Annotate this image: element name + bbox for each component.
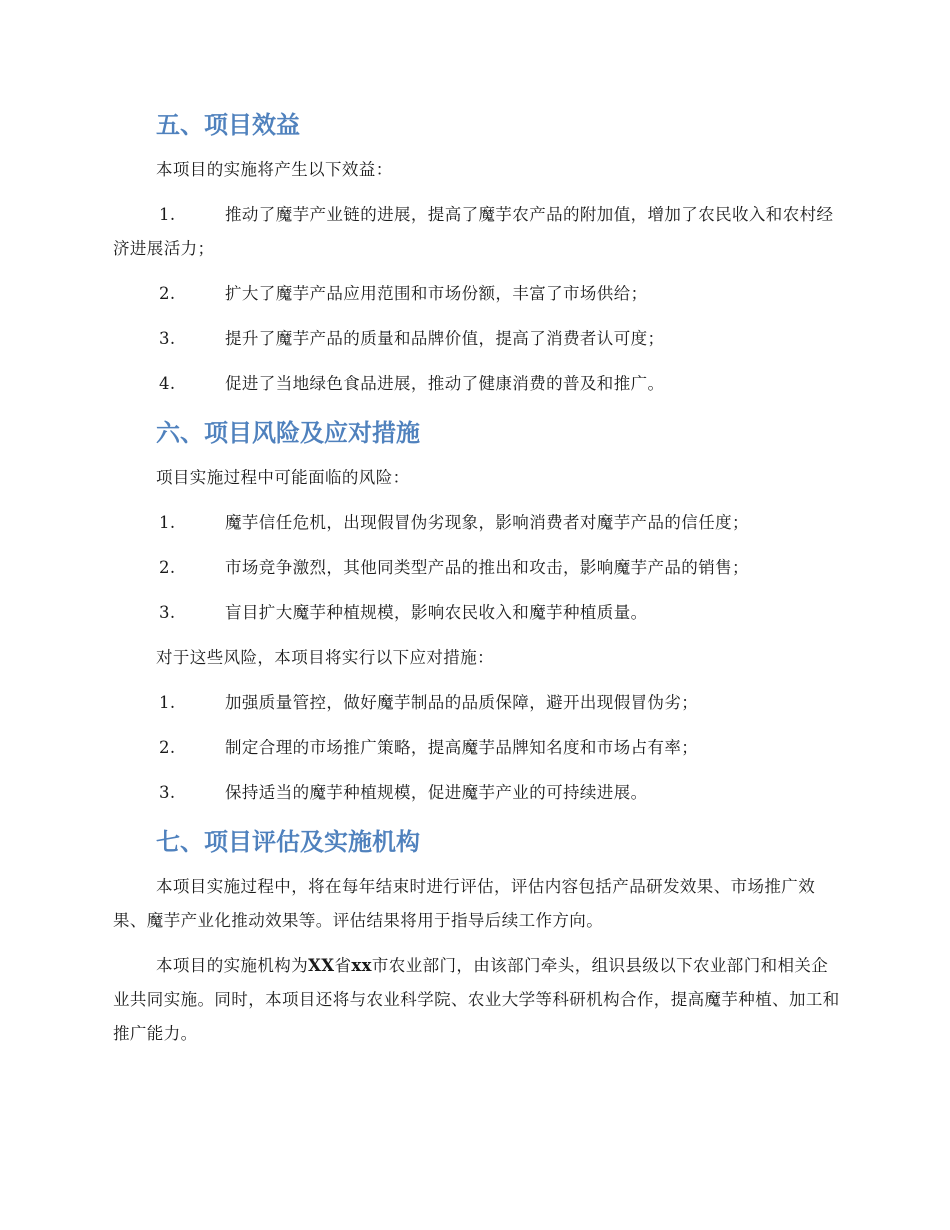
paragraph-text: 省 bbox=[334, 956, 352, 975]
list-item-number: 3. bbox=[159, 329, 176, 348]
list-item-number: 2. bbox=[159, 558, 176, 577]
list-item bbox=[113, 198, 840, 266]
list-item-number: 2. bbox=[159, 284, 176, 303]
list-item-text: 魔芋信任危机，出现假冒伪劣现象，影响消费者对魔芋产品的信任度； bbox=[225, 513, 749, 532]
list-item-text: 推动了魔芋产业链的进展，提高了魔芋农产品的附加值，增加了农民收入和农村经济进展活力； bbox=[113, 205, 834, 258]
list-item-number: 1. bbox=[159, 205, 176, 224]
list-item-number: 1. bbox=[159, 513, 176, 532]
list-item-text: 市场竞争激烈，其他同类型产品的推出和攻击，影响魔芋产品的销售； bbox=[225, 558, 749, 577]
evaluation-paragraph: 本项目实施过程中，将在每年结束时进行评估，评估内容包括产品研发效果、市场推广效果、魔芋产业化推动效果等。评估结果将用于指导后续工作方向。 bbox=[113, 877, 816, 930]
risks-intro: 项目实施过程中可能面临的风险： bbox=[156, 468, 410, 487]
list-item-text: 加强质量管控，做好魔芋制品的品质保障，避开出现假冒伪劣； bbox=[225, 693, 699, 712]
city-placeholder: xx bbox=[351, 956, 372, 975]
province-placeholder: XX bbox=[308, 956, 335, 975]
list-item bbox=[113, 506, 840, 540]
list-item bbox=[113, 686, 840, 720]
implementing-agency-paragraph bbox=[113, 949, 840, 1051]
list-item-text: 提升了魔芋产品的质量和品牌价值，提高了消费者认可度； bbox=[225, 329, 665, 348]
list-item bbox=[113, 367, 840, 401]
list-item bbox=[113, 277, 840, 311]
list-item bbox=[113, 731, 840, 765]
list-item-text: 制定合理的市场推广策略，提高魔芋品牌知名度和市场占有率； bbox=[225, 738, 699, 757]
document-content bbox=[113, 104, 840, 1062]
paragraph-text: 本项目的实施机构为 bbox=[156, 956, 309, 975]
list-item-text: 盲目扩大魔芋种植规模，影响农民收入和魔芋种植质量。 bbox=[225, 603, 648, 622]
list-item bbox=[113, 551, 840, 585]
list-item-number: 2. bbox=[159, 738, 176, 757]
list-item-number: 3. bbox=[159, 783, 176, 802]
paragraph-text: 市农业部门，由该部门牵头，组识县级以下农业部门和相关企业共同实施。同时，本项目还将与农业科学院、农业大学等科研机构合作，提高魔芋种植、加工和推广能力。 bbox=[113, 956, 840, 1043]
list-item-number: 1. bbox=[159, 693, 176, 712]
list-item bbox=[113, 776, 840, 810]
measures-intro: 对于这些风险，本项目将实行以下应对措施： bbox=[156, 648, 494, 667]
section-heading-benefits: 五、项目效益 bbox=[156, 111, 300, 139]
list-item-text: 促进了当地绿色食品进展，推动了健康消费的普及和推广。 bbox=[225, 374, 665, 393]
list-item-text: 保持适当的魔芋种植规模，促进魔芋产业的可持续进展。 bbox=[225, 783, 648, 802]
list-item bbox=[113, 322, 840, 356]
list-item-number: 3. bbox=[159, 603, 176, 622]
list-item bbox=[113, 596, 840, 630]
section-heading-risks: 六、项目风险及应对措施 bbox=[156, 419, 420, 447]
section-heading-evaluation: 七、项目评估及实施机构 bbox=[156, 828, 420, 856]
benefits-intro: 本项目的实施将产生以下效益： bbox=[156, 160, 393, 179]
list-item-text: 扩大了魔芋产品应用范围和市场份额，丰富了市场供给； bbox=[225, 284, 648, 303]
list-item-number: 4. bbox=[159, 374, 176, 393]
